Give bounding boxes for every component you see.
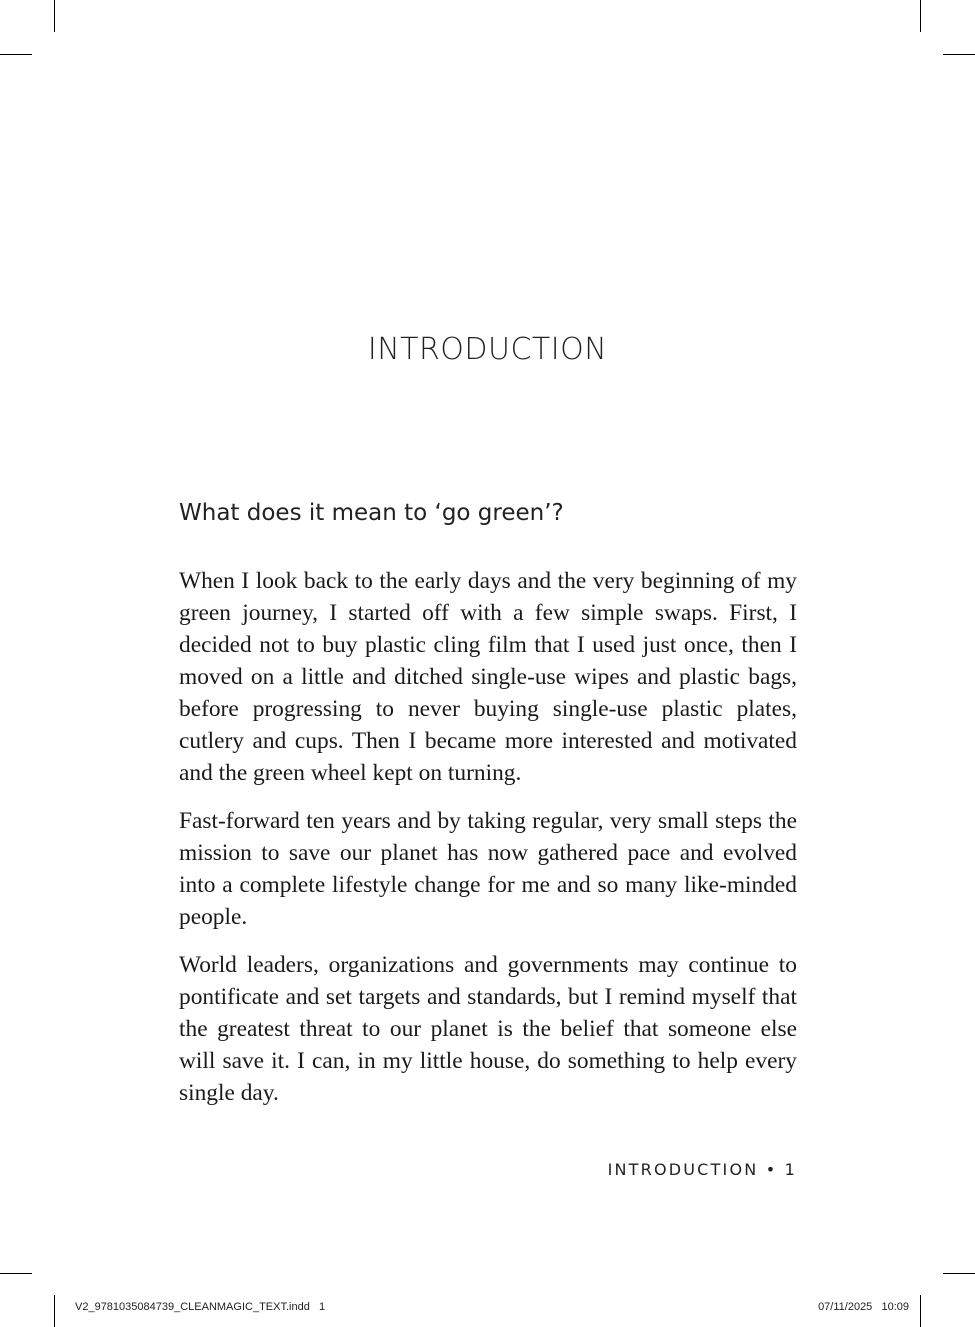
crop-mark-bottom-left-vertical (54, 1295, 55, 1327)
paragraph: Fast-forward ten years and by taking regular, very small steps the mission to save our planet has now gathered pace and evolved into a complete lifestyle change for me and so many like-minded people. (179, 808, 797, 930)
section-heading: What does it mean to ‘go green’? (179, 500, 564, 526)
paragraph: World leaders, organizations and governments may continue to pontificate and set targets and standards, but I remind myself that the greatest threat to our planet is the belief that someone else will save it. I can, in my little house, do something to help every single day. (179, 952, 797, 1106)
crop-mark-bottom-right-horizontal (943, 1273, 975, 1274)
crop-mark-bottom-right-vertical (920, 1295, 921, 1327)
crop-mark-top-left-horizontal (0, 54, 32, 55)
crop-mark-top-right-vertical (920, 0, 921, 32)
paragraph: When I look back to the early days and the very beginning of my green journey, I started off with a few simple swaps. First, I decided not to buy plastic cling film that I used just once, then I moved on a little and ditched single-use wipes and plastic bags, before progressing to never buying single-use plastic plates, cutlery and cups. Then I became more interested and motivated and the green wheel kept on turning. (179, 568, 797, 786)
slug-datetime: 07/11/2025 10:09 (818, 1301, 909, 1313)
chapter-title: INTRODUCTION (367, 332, 608, 367)
body-text (179, 565, 797, 1125)
crop-mark-bottom-left-horizontal (0, 1273, 32, 1274)
page-folio: INTRODUCTION • 1 (607, 1160, 797, 1179)
crop-mark-top-left-vertical (54, 0, 55, 32)
slug-filename: V2_9781035084739_CLEANMAGIC_TEXT.indd 1 (75, 1301, 326, 1313)
crop-mark-top-right-horizontal (943, 54, 975, 55)
